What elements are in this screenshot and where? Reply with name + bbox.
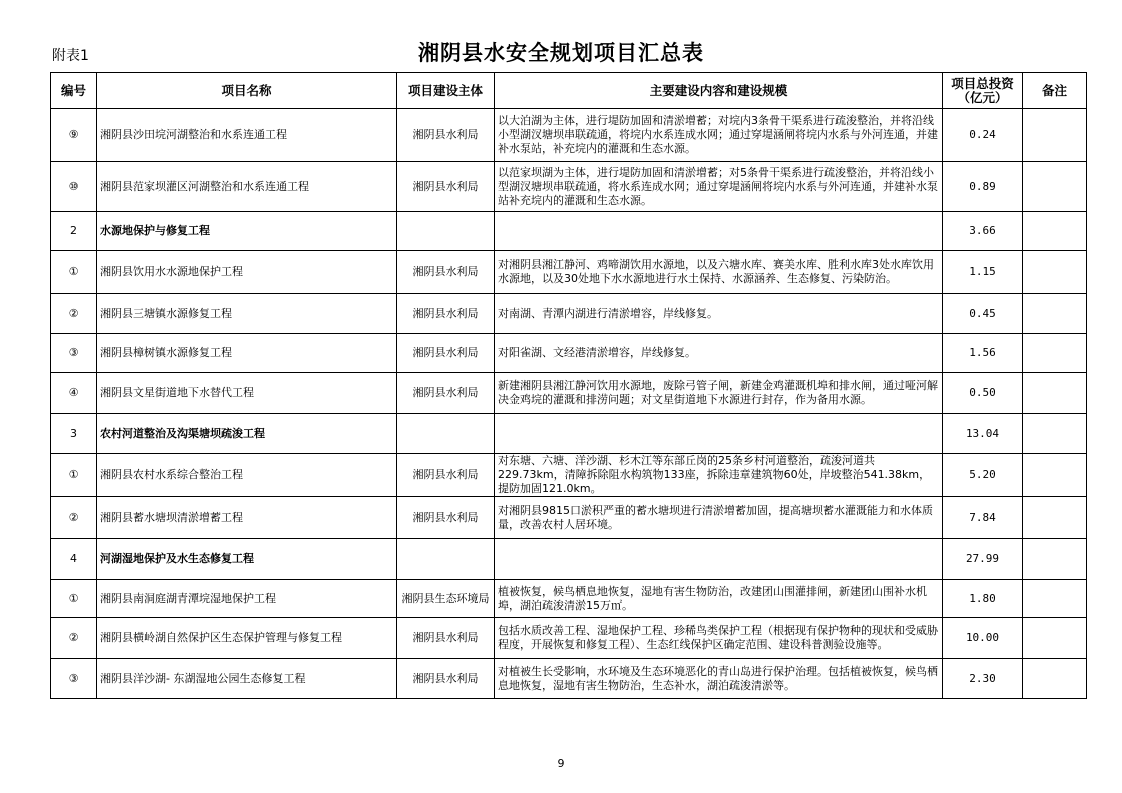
project-owner [397, 539, 495, 580]
project-owner: 湘阴县水利局 [397, 497, 495, 539]
page-number: 9 [557, 757, 565, 770]
project-content: 包括水质改善工程、湿地保护工程、珍稀鸟类保护工程（根据现有保护物种的现状和受威胁程度，开展恢复和修复工程）、生态红线保护区确定范围、建设科普测验设施等。 [495, 618, 943, 659]
project-owner: 湘阴县水利局 [397, 334, 495, 373]
row-number: ⑨ [51, 109, 97, 162]
header-investment: 项目总投资（亿元） [943, 73, 1023, 109]
row-number: 3 [51, 414, 97, 454]
table-row [51, 373, 1087, 414]
project-name: 湘阴县洋沙湖- 东湖湿地公园生态修复工程 [97, 659, 397, 699]
project-remark [1023, 109, 1087, 162]
header-project-name: 项目名称 [97, 73, 397, 109]
project-investment: 2.30 [943, 659, 1023, 699]
project-name: 湘阴县横岭湖自然保护区生态保护管理与修复工程 [97, 618, 397, 659]
project-remark [1023, 373, 1087, 414]
project-name: 湘阴县樟树镇水源修复工程 [97, 334, 397, 373]
project-content: 植被恢复，候鸟栖息地恢复，湿地有害生物防治，改建团山围灌排闸，新建团山围补水机埠，湖泊疏浚清淤15万㎡。 [495, 580, 943, 618]
table-row [51, 454, 1087, 497]
table-row [51, 109, 1087, 162]
project-owner: 湘阴县水利局 [397, 162, 495, 212]
project-content: 对南湖、青潭内湖进行清淤增容，岸线修复。 [495, 294, 943, 334]
project-name: 湘阴县文星街道地下水替代工程 [97, 373, 397, 414]
project-name: 湘阴县饮用水水源地保护工程 [97, 251, 397, 294]
project-owner: 湘阴县水利局 [397, 659, 495, 699]
project-owner: 湘阴县生态环境局 [397, 580, 495, 618]
page-title: 湘阴县水安全规划项目汇总表 [418, 41, 704, 65]
header-no: 编号 [51, 73, 97, 109]
project-remark [1023, 334, 1087, 373]
project-remark [1023, 162, 1087, 212]
row-number: ① [51, 580, 97, 618]
table-row [51, 162, 1087, 212]
project-investment: 13.04 [943, 414, 1023, 454]
project-investment: 0.24 [943, 109, 1023, 162]
row-number: 2 [51, 212, 97, 251]
project-content [495, 539, 943, 580]
row-number: ③ [51, 659, 97, 699]
project-content: 对湘阴县湘江静河、鸡啼湖饮用水源地，以及六塘水库、赛美水库、胜利水库3处水库饮用水源地，以及30处地下水水源地进行水土保持、水源涵养、生态修复、污染防治。 [495, 251, 943, 294]
section-row [51, 539, 1087, 580]
project-remark [1023, 294, 1087, 334]
project-remark [1023, 251, 1087, 294]
project-owner [397, 212, 495, 251]
section-title: 农村河道整治及沟渠塘坝疏浚工程 [97, 414, 397, 454]
project-content [495, 414, 943, 454]
table-header-row [51, 73, 1087, 109]
row-number: ① [51, 454, 97, 497]
project-remark [1023, 659, 1087, 699]
project-remark [1023, 497, 1087, 539]
project-owner: 湘阴县水利局 [397, 109, 495, 162]
table-row [51, 497, 1087, 539]
project-remark [1023, 618, 1087, 659]
project-investment: 1.56 [943, 334, 1023, 373]
project-remark [1023, 212, 1087, 251]
project-investment: 27.99 [943, 539, 1023, 580]
table-row [51, 294, 1087, 334]
project-investment: 3.66 [943, 212, 1023, 251]
row-number: ② [51, 618, 97, 659]
project-name: 湘阴县蓄水塘坝清淤增蓄工程 [97, 497, 397, 539]
table-body [51, 109, 1087, 699]
table-row [51, 659, 1087, 699]
row-number: 4 [51, 539, 97, 580]
project-owner: 湘阴县水利局 [397, 454, 495, 497]
project-remark [1023, 539, 1087, 580]
project-content: 以范家坝湖为主体，进行堤防加固和清淤增蓄；对5条骨干渠系进行疏浚整治，并将沿线小型湖汊塘坝串联疏通，将水系连成水网；通过穿堤涵闸将垸内水系与外河连通，并建补水泵站补充垸内的灌溉和生态水源。 [495, 162, 943, 212]
project-investment: 5.20 [943, 454, 1023, 497]
table-row [51, 580, 1087, 618]
row-number: ③ [51, 334, 97, 373]
project-name: 湘阴县范家坝灌区河湖整治和水系连通工程 [97, 162, 397, 212]
project-remark [1023, 414, 1087, 454]
appendix-label: 附表1 [52, 48, 89, 64]
header-content: 主要建设内容和建设规模 [495, 73, 943, 109]
row-number: ② [51, 294, 97, 334]
project-investment: 0.45 [943, 294, 1023, 334]
project-content: 对东塘、六塘、洋沙湖、杉木江等东部丘岗的25条乡村河道整治，疏浚河道共229.73km，清障拆除阻水构筑物133座，拆除违章建筑物60处，岸坡整治541.38km，提防加固121.0km。 [495, 454, 943, 497]
project-investment: 0.89 [943, 162, 1023, 212]
project-name: 湘阴县三塘镇水源修复工程 [97, 294, 397, 334]
project-content: 以大泊湖为主体，进行堤防加固和清淤增蓄；对垸内3条骨干渠系进行疏浚整治，并将沿线小型湖汊塘坝串联疏通，将垸内水系连成水网；通过穿堤涵闸将垸内水系与外河连通，并建补水泵站，补充垸内的灌溉和生态水源。 [495, 109, 943, 162]
table-row [51, 618, 1087, 659]
section-row [51, 212, 1087, 251]
header-owner: 项目建设主体 [397, 73, 495, 109]
project-name: 湘阴县沙田垸河湖整治和水系连通工程 [97, 109, 397, 162]
row-number: ⑩ [51, 162, 97, 212]
row-number: ① [51, 251, 97, 294]
header-remark: 备注 [1023, 73, 1087, 109]
project-content: 对湘阴县9815口淤积严重的蓄水塘坝进行清淤增蓄加固，提高塘坝蓄水灌溉能力和水体质量，改善农村人居环境。 [495, 497, 943, 539]
project-owner: 湘阴县水利局 [397, 373, 495, 414]
row-number: ④ [51, 373, 97, 414]
project-content [495, 212, 943, 251]
project-remark [1023, 454, 1087, 497]
project-investment: 0.50 [943, 373, 1023, 414]
section-title: 水源地保护与修复工程 [97, 212, 397, 251]
project-owner: 湘阴县水利局 [397, 618, 495, 659]
row-number: ② [51, 497, 97, 539]
project-investment: 7.84 [943, 497, 1023, 539]
project-remark [1023, 580, 1087, 618]
project-name: 湘阴县农村水系综合整治工程 [97, 454, 397, 497]
project-investment: 1.15 [943, 251, 1023, 294]
project-owner: 湘阴县水利局 [397, 251, 495, 294]
project-investment: 10.00 [943, 618, 1023, 659]
section-row [51, 414, 1087, 454]
project-content: 对阳雀湖、文经港清淤增容，岸线修复。 [495, 334, 943, 373]
project-owner [397, 414, 495, 454]
project-content: 新建湘阴县湘江静河饮用水源地，废除弓管子闸，新建金鸡灌溉机埠和排水闸，通过哑河解决金鸡垸的灌溉和排涝问题；对文星街道地下水源进行封存，作为备用水源。 [495, 373, 943, 414]
project-investment: 1.80 [943, 580, 1023, 618]
section-title: 河湖湿地保护及水生态修复工程 [97, 539, 397, 580]
project-name: 湘阴县南洞庭湖青潭垸湿地保护工程 [97, 580, 397, 618]
project-summary-table [50, 72, 1087, 699]
project-owner: 湘阴县水利局 [397, 294, 495, 334]
table-row [51, 251, 1087, 294]
table-row [51, 334, 1087, 373]
project-content: 对植被生长受影响，水环境及生态环境恶化的青山岛进行保护治理。包括植被恢复，候鸟栖息地恢复，湿地有害生物防治，生态补水，湖泊疏浚清淤等。 [495, 659, 943, 699]
